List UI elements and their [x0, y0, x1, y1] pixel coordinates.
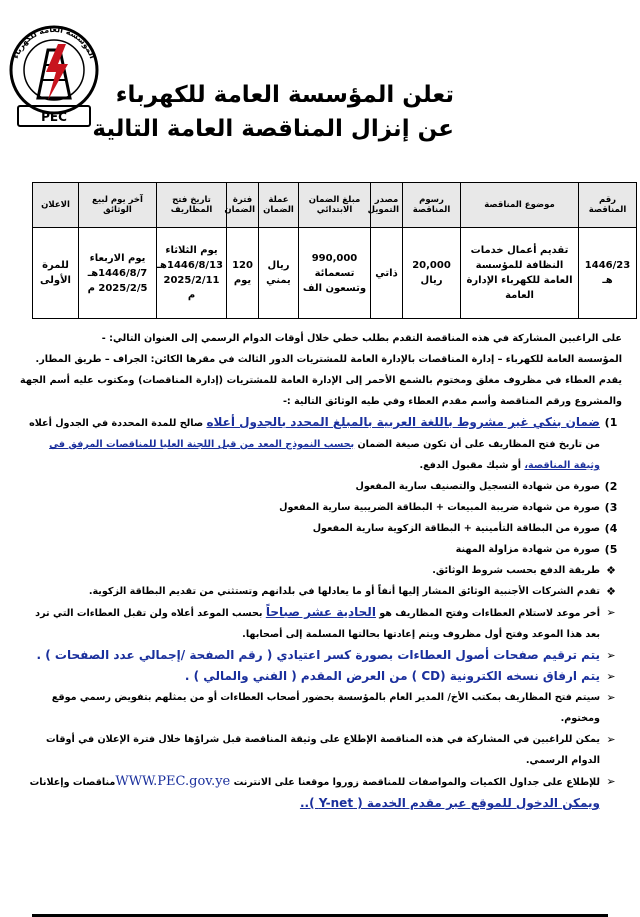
item-number: 1): [604, 416, 618, 429]
website-text-2: مناقصات وإعلانات: [29, 777, 116, 788]
bullet-text: طريقة الدفع بحسب شروط الوثائق.: [432, 565, 600, 576]
deadline-time-text: الحادية عشر صباحاً: [265, 605, 376, 619]
table-header-row: [33, 183, 637, 228]
header-tender-number: رقم المناقصة: [579, 183, 637, 228]
diamond-bullet-icon: ❖: [606, 564, 616, 577]
intro-line-1: على الراغبين المشاركة في هذه المناقصة التقدم بطلب خطي خلال أوقات الدوام الرسمي إلى العنوان التالي: -: [101, 333, 622, 344]
cell-tender-number: 1446/23 هـ: [579, 228, 637, 319]
deadline-text: أخر موعد لاستلام العطاءات وفتح المظاريف هو: [375, 608, 600, 619]
arrow-bullet-icon: ➢: [606, 606, 616, 619]
bullet-item: [20, 729, 622, 771]
header-guarantee-currency: عملة الضمان: [259, 183, 299, 228]
table-row: [33, 228, 637, 319]
bullet-item: [20, 581, 622, 602]
tender-announcement-page: [6, 6, 634, 906]
cell-guarantee-currency: ريال يمني: [259, 228, 299, 319]
arrow-bullet-icon: ➢: [606, 775, 616, 788]
svg-text:PEC: PEC: [41, 110, 67, 124]
item-text-plain-2: أو شيك مقبول الدفع.: [419, 460, 525, 471]
item-text: صورة من البطاقة التأمينية + البطاقة الزكوية سارية المفعول: [312, 523, 600, 534]
bullet-text: تقدم الشركات الأجنبية الوثائق المشار إليها أنفاً أو ما يعادلها في بلدانهم وتستثني من تقديم البطاقة الزكوية.: [88, 586, 600, 597]
header-opening-date: تاريخ فتح المظاريف: [157, 183, 227, 228]
item-text: صورة من شهادة مزاولة المهنة: [455, 544, 600, 555]
cell-tender-subject: تقديم أعمال خدمات النظافة للمؤسسة العامة للكهرباء الإدارة العامة: [461, 228, 579, 319]
service-provider-text: ويمكن الدخول للموقع عبر مقدم الخدمة ( Y-net )..: [299, 796, 600, 810]
list-item: [20, 497, 622, 518]
tender-table: [32, 182, 637, 319]
item-number: 5): [604, 543, 618, 556]
list-item: [20, 476, 622, 497]
announcement-body: [20, 328, 622, 814]
cell-guarantee-period: 120 يوم: [227, 228, 259, 319]
bullet-item: [20, 602, 622, 645]
item-text-plain: صالح للمدة المحددة في الجدول أعلاه من تاريخ فتح المظاريف على أن تكون صيغة الضمان: [29, 418, 600, 450]
website-url-link[interactable]: WWW.PEC.gov.ye: [115, 774, 231, 789]
bullet-item: [20, 771, 622, 793]
pec-logo: [8, 20, 100, 132]
cell-last-sale-day: يوم الاربعاء 1446/8/7هـ 2025/2/5 م: [79, 228, 157, 319]
bullet-item: [20, 560, 622, 581]
bullet-item: [20, 687, 622, 729]
bullet-text: سيتم فتح المظاريف بمكتب الأخ/ المدير العام بالمؤسسة بحضور أصحاب العطاءات أو من يمثلهم بتفويض رسمي موقع ومختوم.: [51, 692, 600, 724]
announcement-title: [92, 78, 454, 146]
header-funding-source: مصدر التمويل: [371, 183, 403, 228]
list-item: [20, 518, 622, 539]
intro-line-2: المؤسسة العامة للكهرباء – إدارة المناقصات بالإدارة العامة للمشتريات الدور الثالث في مقرها الكائن: الجراف – طريق المطار.: [35, 354, 622, 365]
bullet-text: [20, 771, 600, 793]
bullet-text-cd-copy: يتم ارفاق نسخه الكترونية (CD ) من العرض المقدم ( الفني والمالي ) .: [184, 669, 600, 683]
header-last-sale-day: آخر يوم لبيع الوثائق: [79, 183, 157, 228]
bullet-item: [20, 666, 622, 687]
bullet-item: [20, 645, 622, 666]
list-item: [20, 412, 622, 476]
bullet-text: يمكن للراغبين في المشاركة في هذه المناقصة الإطلاع على وثيقة المناقصة قبل شراؤها خلال فترة الإعلان في أوقات الدوام الرسمي.: [46, 734, 600, 766]
diamond-bullet-icon: ❖: [606, 585, 616, 598]
arrow-bullet-icon: ➢: [606, 733, 616, 746]
cell-announcement: للمرة الأولى: [33, 228, 79, 319]
title-line-2: عن إنزال المناقصة العامة التالية: [92, 116, 454, 142]
item-number: 4): [604, 522, 618, 535]
item-text: [20, 412, 600, 476]
bank-guarantee-link-text: ضمان بنكي غير مشروط باللغة العربية بالمبلغ المحدد بالجدول أعلاه: [206, 415, 600, 429]
deadline-text-2: بحسب الموعد أعلاه ولن تقبل العطاءات التي ترد بعد هذا الموعد وفتح أول مظروف ويتم إعادتها بحالتها المسلمة إلى أصحابها.: [35, 608, 600, 640]
svg-text:المؤسسة العامة للكهرباء: المؤسسة العامة للكهرباء: [10, 24, 98, 60]
bullet-text: [20, 602, 600, 645]
header-tender-fees: رسوم المناقصة: [403, 183, 461, 228]
cell-funding-source: ذاتي: [371, 228, 403, 319]
cell-tender-fees: 20,000 ريال: [403, 228, 461, 319]
title-line-1: تعلن المؤسسة العامة للكهرباء: [115, 82, 454, 108]
intro-line-3: يقدم العطاء في مظروف مغلق ومختوم بالشمع الأحمر إلى الإدارة العامة للمشتريات (إدارة المناقصات) ومكتوب عليه أسم الجهة والمشروع ورقم المناقصة وأسم مقدم العطاء وفي طيه الوثائق التالية :-: [20, 375, 622, 407]
list-item: [20, 539, 622, 560]
arrow-bullet-icon: ➢: [606, 649, 616, 662]
guarantee-form-link-text: بحسب النموذج المعد من قبل اللجنة العليا للمناقصات المرفق في وثيقة المناقصة،: [49, 439, 600, 471]
header-guarantee-period: فترة الضمان: [227, 183, 259, 228]
item-text: صورة من شهادة التسجيل والتصنيف سارية المفعول: [355, 481, 600, 492]
item-number: 2): [604, 480, 618, 493]
arrow-bullet-icon: ➢: [606, 670, 616, 683]
header-announcement: الاعلان: [33, 183, 79, 228]
website-text: للإطلاع على جداول الكميات والمواصفات للمناقصة زوروا موقعنا على الانترنت: [230, 777, 600, 788]
item-number: 3): [604, 501, 618, 514]
item-text: صورة من شهادة ضريبة المبيعات + البطاقة الضريبية سارية المفعول: [279, 502, 600, 513]
bullet-item: [20, 793, 622, 814]
cell-opening-date: يوم الثلاثاء 1446/8/13هـ 2025/2/11 م: [157, 228, 227, 319]
bullet-text-page-numbering: يتم ترقيم صفحات أصول العطاءات بصورة كسر اعتيادي ( رقم الصفحة /إجمالي عدد الصفحات ) .: [36, 648, 600, 662]
arrow-bullet-icon: ➢: [606, 691, 616, 704]
cell-guarantee-amount: 990,000 تسعمائة وتسعون الف: [299, 228, 371, 319]
header-tender-subject: موضوع المناقصة: [461, 183, 579, 228]
header-guarantee-amount: مبلغ الضمان الابتدائي: [299, 183, 371, 228]
